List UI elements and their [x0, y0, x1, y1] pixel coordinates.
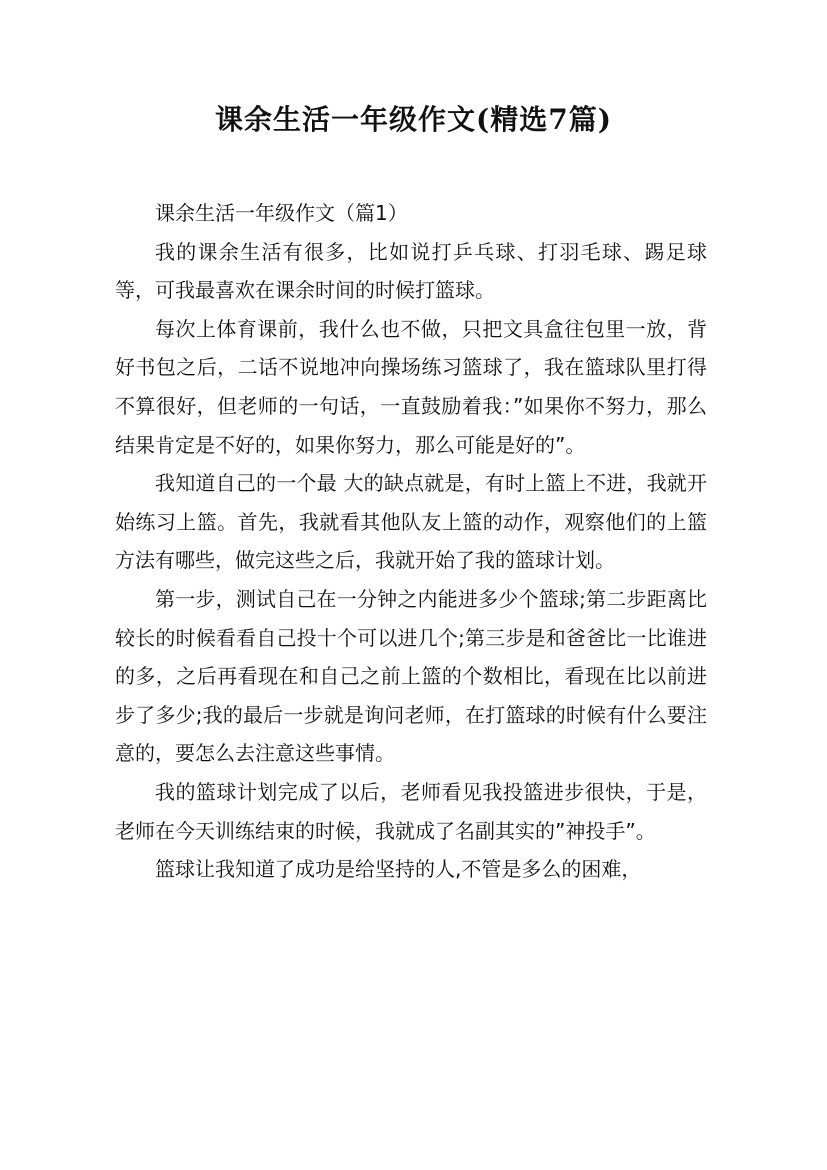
paragraph: 篮球让我知道了成功是给坚持的人,不管是多么的困难，: [155, 857, 642, 882]
document-body: [115, 194, 707, 889]
paragraph: 我的课余生活有很多，比如说打乒乓球、打羽毛球、踢足球等，可我最喜欢在课余时间的时候打篮球。: [115, 239, 707, 303]
document-title: 课余生活一年级作文(精选7篇): [215, 103, 612, 136]
section-heading: 课余生活一年级作文（篇1）: [155, 201, 408, 225]
paragraph: 每次上体育课前，我什么也不做，只把文具盒往包里一放，背好书包之后，二话不说地冲向操场练习篮球了，我在篮球队里打得不算很好，但老师的一句话，一直鼓励着我：”如果你不努力，那么结果肯定是不好的，如果你努力，那么可能是好的”。: [115, 316, 707, 457]
paragraph: 我的篮球计划完成了以后，老师看见我投篮进步很快，于是，老师在今天训练结束的时候，我就成了名副其实的”神投手”。: [115, 779, 707, 843]
paragraph: 我知道自己的一个最 大的缺点就是，有时上篮上不进，我就开始练习上篮。首先，我就看其他队友上篮的动作，观察他们的上篮方法有哪些，做完这些之后，我就开始了我的篮球计划。: [115, 471, 707, 573]
paragraph: 第一步，测试自己在一分钟之内能进多少个篮球;第二步距离比较长的时候看看自己投十个可以进几个;第三步是和爸爸比一比谁进的多，之后再看现在和自己之前上篮的个数相比，看现在比以前进步了多少;我的最后一步就是询问老师，在打篮球的时候有什么要注意的，要怎么去注意这些事情。: [115, 586, 707, 766]
